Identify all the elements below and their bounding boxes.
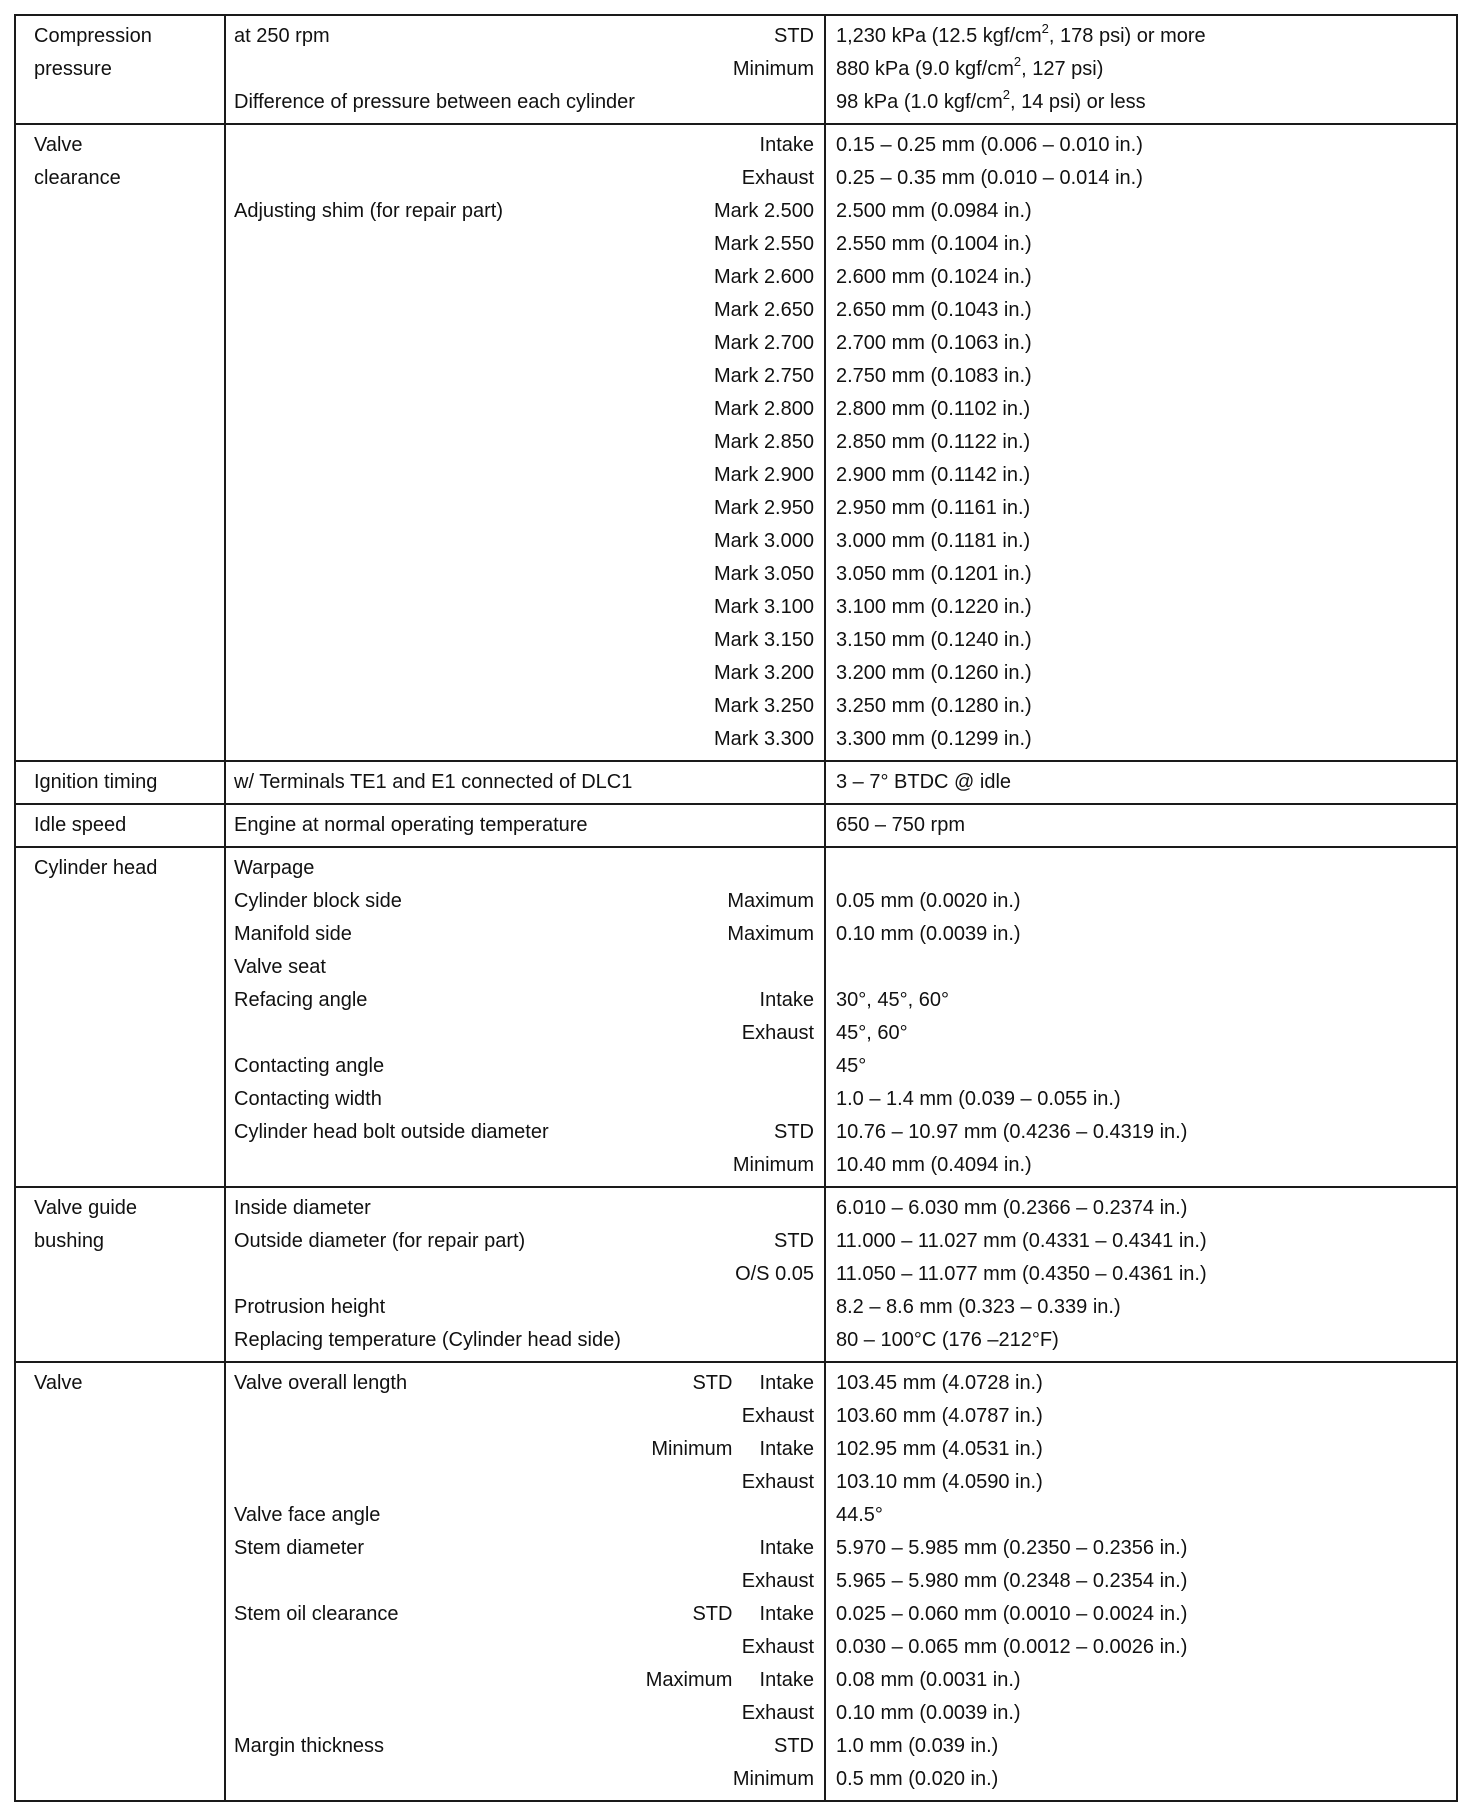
item-label: Stem oil clearance xyxy=(234,1603,399,1625)
item-qualifier xyxy=(644,1367,814,1400)
spec-value: 44.5° xyxy=(836,1504,883,1526)
item-qualifier xyxy=(644,20,814,53)
item-line xyxy=(226,261,824,294)
sub-label: Intake xyxy=(759,1603,814,1625)
item-qualifier xyxy=(620,624,814,657)
spec-table-body xyxy=(15,15,1457,1801)
sub-label: Intake xyxy=(759,989,814,1011)
spec-value: 1,230 kPa (12.5 kgf/$cm^2$, 178 psi) or more xyxy=(836,21,1206,47)
condition-label: STD xyxy=(692,1603,733,1625)
item-cell xyxy=(225,761,825,804)
sub-label: Exhaust xyxy=(741,167,814,189)
item-cell xyxy=(225,1362,825,1801)
spec-row xyxy=(15,124,1457,761)
category-cell xyxy=(15,1362,225,1801)
item-line xyxy=(226,1050,824,1083)
item-label: Contacting angle xyxy=(234,1055,385,1077)
spec-value: 3.150 mm (0.1240 in.) xyxy=(836,629,1032,651)
item-qualifier xyxy=(644,1225,814,1258)
spec-value: 2.750 mm (0.1083 in.) xyxy=(836,365,1032,387)
item-line xyxy=(226,951,824,984)
item-lines xyxy=(226,16,824,123)
item-line xyxy=(226,327,824,360)
item-label: Valve overall length xyxy=(234,1372,408,1394)
item-qualifier xyxy=(644,1400,814,1433)
item-line xyxy=(226,86,824,119)
item-qualifier xyxy=(644,1565,814,1598)
category-label: Cylinder head xyxy=(34,857,158,879)
item-line xyxy=(226,1017,824,1050)
item-line xyxy=(226,1367,824,1400)
sub-label: Mark 2.700 xyxy=(713,332,814,354)
item-line xyxy=(226,1466,824,1499)
spec-value: 103.45 mm (4.0728 in.) xyxy=(836,1372,1043,1394)
item-lines xyxy=(226,1188,824,1361)
item-line xyxy=(226,1730,824,1763)
item-qualifier xyxy=(644,984,814,1017)
spec-value: 11.000 – 11.027 mm (0.4331 – 0.4341 in.) xyxy=(836,1230,1207,1252)
item-qualifier xyxy=(644,1466,814,1499)
item-label: Difference of pressure between each cylinder xyxy=(234,91,635,113)
sub-label: Mark 3.150 xyxy=(713,629,814,651)
spec-value: 98 kPa (1.0 kgf/$cm^2$, 14 psi) or less xyxy=(836,87,1146,113)
item-label: at 250 rpm xyxy=(234,25,330,47)
spec-value xyxy=(826,951,1456,984)
sub-label: Mark 2.950 xyxy=(713,497,814,519)
item-line xyxy=(226,1225,824,1258)
item-qualifier xyxy=(644,852,814,885)
item-qualifier xyxy=(644,1664,814,1697)
item-qualifier xyxy=(644,766,814,799)
value-cell xyxy=(825,1362,1457,1801)
item-line xyxy=(226,690,824,723)
spec-value: 0.5 mm (0.020 in.) xyxy=(836,1768,999,1790)
spec-row xyxy=(15,1362,1457,1801)
sub-label: STD xyxy=(774,1121,814,1143)
item-lines xyxy=(226,848,824,1186)
value-lines xyxy=(826,1363,1456,1800)
item-qualifier xyxy=(620,426,814,459)
spec-value: 45°, 60° xyxy=(836,1022,908,1044)
value-lines xyxy=(826,1188,1456,1361)
item-line xyxy=(226,1192,824,1225)
item-line xyxy=(226,129,824,162)
item-label: Valve face angle xyxy=(234,1504,381,1526)
item-label: Manifold side xyxy=(234,923,352,945)
item-line xyxy=(226,1763,824,1796)
item-qualifier xyxy=(620,261,814,294)
spec-value: 3 – 7° BTDC @ idle xyxy=(836,771,1012,793)
item-qualifier xyxy=(644,1192,814,1225)
item-line xyxy=(226,525,824,558)
item-qualifier xyxy=(620,327,814,360)
item-qualifier xyxy=(620,459,814,492)
value-lines xyxy=(826,125,1456,760)
spec-row xyxy=(15,804,1457,847)
item-qualifier xyxy=(639,1149,814,1182)
item-qualifier xyxy=(620,393,814,426)
item-line xyxy=(226,918,824,951)
spec-value xyxy=(826,852,1456,885)
item-line xyxy=(226,1697,824,1730)
category-cell xyxy=(15,1187,225,1362)
item-qualifier xyxy=(620,591,814,624)
item-line xyxy=(226,393,824,426)
category-label: Compression xyxy=(34,25,152,47)
item-qualifier xyxy=(644,951,814,984)
item-qualifier xyxy=(644,1730,814,1763)
sub-label: Minimum xyxy=(732,1768,814,1790)
condition-label: STD xyxy=(692,1372,733,1394)
item-qualifier xyxy=(620,228,814,261)
sub-label: STD xyxy=(774,1735,814,1757)
spec-value: 0.08 mm (0.0031 in.) xyxy=(836,1669,1021,1691)
category-label: pressure xyxy=(34,58,112,80)
item-line xyxy=(226,228,824,261)
spec-value: 2.950 mm (0.1161 in.) xyxy=(836,497,1031,519)
item-line xyxy=(226,657,824,690)
item-lines xyxy=(226,1363,824,1800)
sub-label: Mark 2.800 xyxy=(713,398,814,420)
sub-label: O/S 0.05 xyxy=(735,1263,814,1285)
sub-label: Mark 2.600 xyxy=(713,266,814,288)
item-qualifier xyxy=(634,918,814,951)
sub-label: Intake xyxy=(759,134,814,156)
spec-table xyxy=(14,14,1458,1802)
category-label: Ignition timing xyxy=(34,771,158,793)
item-line xyxy=(226,1324,824,1357)
spec-value: 103.10 mm (4.0590 in.) xyxy=(836,1471,1043,1493)
spec-value: 45° xyxy=(836,1055,867,1077)
spec-value: 30°, 45°, 60° xyxy=(836,989,949,1011)
item-qualifier xyxy=(644,1291,814,1324)
item-line xyxy=(226,53,824,86)
category-cell xyxy=(15,124,225,761)
spec-row xyxy=(15,847,1457,1187)
spec-value: 2.500 mm (0.0984 in.) xyxy=(836,200,1032,222)
item-line xyxy=(226,1565,824,1598)
item-label: Outside diameter (for repair part) xyxy=(234,1230,526,1252)
item-lines xyxy=(226,805,824,846)
spec-value: 2.850 mm (0.1122 in.) xyxy=(836,431,1031,453)
item-label: Margin thickness xyxy=(234,1735,385,1757)
sub-label: Exhaust xyxy=(741,1471,814,1493)
spec-value: 2.700 mm (0.1063 in.) xyxy=(836,332,1032,354)
spec-value: 0.25 – 0.35 mm (0.010 – 0.014 in.) xyxy=(836,167,1143,189)
item-qualifier xyxy=(644,1324,814,1357)
item-cell xyxy=(225,124,825,761)
sub-label: STD xyxy=(774,1230,814,1252)
item-qualifier xyxy=(620,723,814,756)
item-line xyxy=(226,1116,824,1149)
sub-label: Exhaust xyxy=(741,1702,814,1724)
spec-value: 0.025 – 0.060 mm (0.0010 – 0.0024 in.) xyxy=(836,1603,1188,1625)
spec-value: 80 – 100°C (176 –212°F) xyxy=(836,1329,1059,1351)
spec-value: 3.300 mm (0.1299 in.) xyxy=(836,728,1032,750)
item-qualifier xyxy=(644,1532,814,1565)
sub-label: Mark 3.250 xyxy=(713,695,814,717)
item-label: Contacting width xyxy=(234,1088,382,1110)
item-qualifier xyxy=(644,809,814,842)
value-cell xyxy=(825,804,1457,847)
item-label: Stem diameter xyxy=(234,1537,365,1559)
sub-label: Mark 3.000 xyxy=(713,530,814,552)
item-line xyxy=(226,360,824,393)
item-label: Adjusting shim (for repair part) xyxy=(234,200,503,222)
item-qualifier xyxy=(644,1499,814,1532)
sub-label: Intake xyxy=(759,1669,814,1691)
sub-label: Maximum xyxy=(727,923,814,945)
sub-label: Mark 3.200 xyxy=(713,662,814,684)
category-label: clearance xyxy=(34,167,121,189)
item-qualifier xyxy=(620,294,814,327)
sub-label: Mark 2.650 xyxy=(713,299,814,321)
spec-value: 3.000 mm (0.1181 in.) xyxy=(836,530,1031,552)
sub-label: Minimum xyxy=(732,58,814,80)
category-label: Idle speed xyxy=(34,814,127,836)
item-line xyxy=(226,885,824,918)
item-cell xyxy=(225,1187,825,1362)
spec-value: 3.250 mm (0.1280 in.) xyxy=(836,695,1032,717)
category-label: Valve guide xyxy=(34,1197,138,1219)
spec-row xyxy=(15,761,1457,804)
spec-value: 2.600 mm (0.1024 in.) xyxy=(836,266,1032,288)
item-line xyxy=(226,1433,824,1466)
spec-value: 2.800 mm (0.1102 in.) xyxy=(836,398,1031,420)
value-cell xyxy=(825,761,1457,804)
item-cell xyxy=(225,847,825,1187)
spec-value: 5.965 – 5.980 mm (0.2348 – 0.2354 in.) xyxy=(836,1570,1188,1592)
spec-value: 3.200 mm (0.1260 in.) xyxy=(836,662,1032,684)
sub-label: Exhaust xyxy=(741,1636,814,1658)
value-cell xyxy=(825,847,1457,1187)
category-cell xyxy=(15,847,225,1187)
spec-value: 2.550 mm (0.1004 in.) xyxy=(836,233,1032,255)
spec-value: 880 kPa (9.0 kgf/$cm^2$, 127 psi) xyxy=(836,54,1104,80)
spec-value: 102.95 mm (4.0531 in.) xyxy=(836,1438,1043,1460)
sub-label: Mark 2.500 xyxy=(713,200,814,222)
item-line xyxy=(226,809,824,842)
sub-label: Exhaust xyxy=(741,1570,814,1592)
item-line xyxy=(226,162,824,195)
item-qualifier xyxy=(642,1258,815,1291)
item-line xyxy=(226,766,824,799)
item-qualifier xyxy=(644,162,814,195)
sub-label: Mark 3.100 xyxy=(713,596,814,618)
sub-label: Mark 2.550 xyxy=(713,233,814,255)
item-cell xyxy=(225,804,825,847)
item-qualifier xyxy=(644,86,814,119)
item-qualifier xyxy=(620,195,814,228)
sub-label: Mark 3.300 xyxy=(713,728,814,750)
sub-label: STD xyxy=(774,25,814,47)
item-line xyxy=(226,558,824,591)
value-lines xyxy=(826,805,1456,846)
item-label: w/ Terminals TE1 and E1 connected of DLC1 xyxy=(234,771,633,793)
item-lines xyxy=(226,125,824,760)
item-line xyxy=(226,1664,824,1697)
value-cell xyxy=(825,124,1457,761)
item-qualifier xyxy=(644,1116,814,1149)
item-line xyxy=(226,195,824,228)
category-label: Valve xyxy=(34,134,83,156)
category-label: bushing xyxy=(34,1230,105,1252)
item-qualifier xyxy=(620,690,814,723)
condition-label: Minimum xyxy=(651,1438,733,1460)
spec-value: 103.60 mm (4.0787 in.) xyxy=(836,1405,1043,1427)
spec-row xyxy=(15,1187,1457,1362)
item-qualifier xyxy=(620,558,814,591)
spec-value: 1.0 – 1.4 mm (0.039 – 0.055 in.) xyxy=(836,1088,1121,1110)
item-label: Refacing angle xyxy=(234,989,368,1011)
item-line xyxy=(226,1083,824,1116)
sub-label: Mark 2.850 xyxy=(713,431,814,453)
item-qualifier xyxy=(644,1433,814,1466)
item-line xyxy=(226,1631,824,1664)
spec-value: 10.40 mm (0.4094 in.) xyxy=(836,1154,1032,1176)
item-line xyxy=(226,1400,824,1433)
value-cell xyxy=(825,15,1457,124)
condition-label: Maximum xyxy=(645,1669,733,1691)
sub-label: Intake xyxy=(759,1372,814,1394)
item-label: Inside diameter xyxy=(234,1197,371,1219)
spec-value: 0.05 mm (0.0020 in.) xyxy=(836,890,1021,912)
item-line xyxy=(226,426,824,459)
item-line xyxy=(226,459,824,492)
spec-value: 2.900 mm (0.1142 in.) xyxy=(836,464,1031,486)
item-qualifier xyxy=(620,525,814,558)
item-label: Cylinder block side xyxy=(234,890,402,912)
sub-label: Exhaust xyxy=(741,1022,814,1044)
item-label: Engine at normal operating temperature xyxy=(234,814,588,836)
spec-value: 3.100 mm (0.1220 in.) xyxy=(836,596,1032,618)
value-lines xyxy=(826,762,1456,803)
item-label: Protrusion height xyxy=(234,1296,386,1318)
sub-label: Mark 2.750 xyxy=(713,365,814,387)
item-qualifier xyxy=(620,360,814,393)
spec-value: 8.2 – 8.6 mm (0.323 – 0.339 in.) xyxy=(836,1296,1121,1318)
sub-label: Intake xyxy=(759,1537,814,1559)
item-qualifier xyxy=(644,1017,814,1050)
sub-label: Maximum xyxy=(727,890,814,912)
item-line xyxy=(226,723,824,756)
value-lines xyxy=(826,848,1456,1186)
sub-label: Exhaust xyxy=(741,1405,814,1427)
spec-value: 650 – 750 rpm xyxy=(836,814,965,836)
item-cell xyxy=(225,15,825,124)
item-line xyxy=(226,294,824,327)
item-qualifier xyxy=(644,1083,814,1116)
item-qualifier xyxy=(634,885,814,918)
item-label: Cylinder head bolt outside diameter xyxy=(234,1121,549,1143)
category-cell xyxy=(15,804,225,847)
spec-value: 0.10 mm (0.0039 in.) xyxy=(836,1702,1021,1724)
item-line xyxy=(226,1258,824,1291)
spec-value: 3.050 mm (0.1201 in.) xyxy=(836,563,1032,585)
spec-value: 2.650 mm (0.1043 in.) xyxy=(836,299,1032,321)
spec-value: 0.10 mm (0.0039 in.) xyxy=(836,923,1021,945)
item-line xyxy=(226,20,824,53)
category-label: Valve xyxy=(34,1372,83,1394)
item-label: Valve seat xyxy=(234,956,326,978)
spec-value: 6.010 – 6.030 mm (0.2366 – 0.2374 in.) xyxy=(836,1197,1188,1219)
item-label: Warpage xyxy=(234,857,315,879)
item-qualifier xyxy=(644,1631,814,1664)
value-lines xyxy=(826,16,1456,123)
item-line xyxy=(226,591,824,624)
item-line xyxy=(226,1149,824,1182)
item-line xyxy=(226,492,824,525)
item-qualifier xyxy=(639,53,814,86)
item-qualifier xyxy=(644,129,814,162)
item-line xyxy=(226,624,824,657)
item-qualifier xyxy=(620,657,814,690)
item-line xyxy=(226,984,824,1017)
item-qualifier xyxy=(644,1050,814,1083)
item-line xyxy=(226,1598,824,1631)
item-qualifier xyxy=(639,1763,814,1796)
category-cell xyxy=(15,761,225,804)
spec-value: 10.76 – 10.97 mm (0.4236 – 0.4319 in.) xyxy=(836,1121,1188,1143)
item-qualifier xyxy=(644,1697,814,1730)
item-label: Replacing temperature (Cylinder head side) xyxy=(234,1329,621,1351)
spec-value: 1.0 mm (0.039 in.) xyxy=(836,1735,999,1757)
sub-label: Minimum xyxy=(732,1154,814,1176)
item-qualifier xyxy=(620,492,814,525)
category-cell xyxy=(15,15,225,124)
item-line xyxy=(226,1499,824,1532)
item-line xyxy=(226,852,824,885)
value-cell xyxy=(825,1187,1457,1362)
spec-value: 11.050 – 11.077 mm (0.4350 – 0.4361 in.) xyxy=(836,1263,1207,1285)
item-qualifier xyxy=(644,1598,814,1631)
sub-label: Mark 3.050 xyxy=(713,563,814,585)
spec-value: 0.15 – 0.25 mm (0.006 – 0.010 in.) xyxy=(836,134,1143,156)
item-line xyxy=(226,1291,824,1324)
spec-value: 5.970 – 5.985 mm (0.2350 – 0.2356 in.) xyxy=(836,1537,1188,1559)
spec-value: 0.030 – 0.065 mm (0.0012 – 0.0026 in.) xyxy=(836,1636,1188,1658)
spec-row xyxy=(15,15,1457,124)
item-line xyxy=(226,1532,824,1565)
sub-label: Mark 2.900 xyxy=(713,464,814,486)
item-lines xyxy=(226,762,824,803)
sub-label: Intake xyxy=(759,1438,814,1460)
